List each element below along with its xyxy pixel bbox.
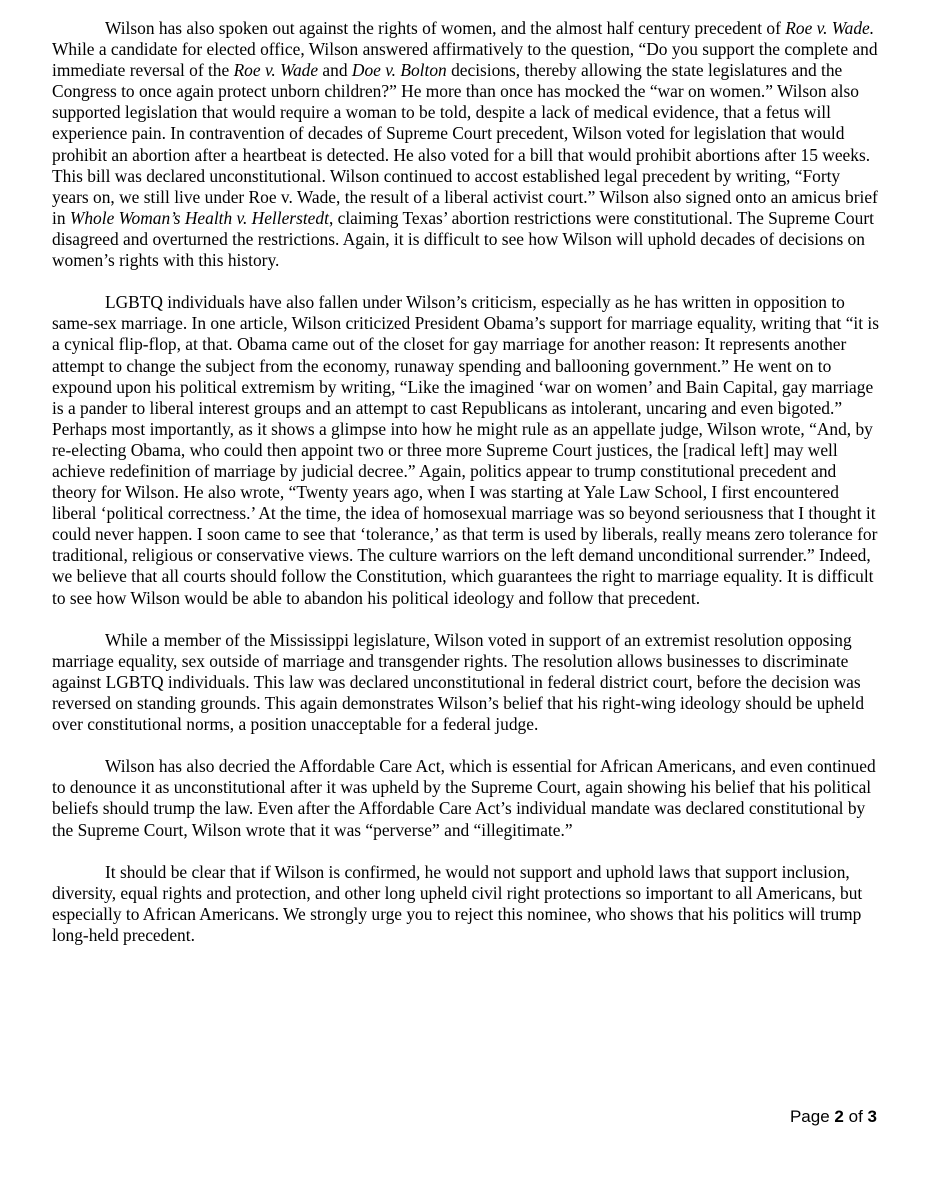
paragraph-text: While a member of the Mississippi legislature, Wilson voted in support of an extremist resolution opposing marriage equality, sex outside of marriage and transgender rights. The resolution allows businesses to discriminate against LGBTQ individuals. This law was declared unconstitutional in federal district court, before the decision was reversed on standing grounds. This again demonstrates Wilson’s belief that his right-wing ideology should be upheld over constitutional norms, a position unacceptable for a federal judge. bbox=[52, 629, 865, 735]
total-pages-number: 3 bbox=[867, 1107, 877, 1126]
paragraph-text: and bbox=[318, 60, 352, 81]
letter-body bbox=[52, 18, 881, 946]
paragraph bbox=[52, 630, 881, 735]
paragraph bbox=[52, 862, 881, 946]
page-number-footer bbox=[790, 1107, 877, 1127]
paragraph-text: , claiming Texas’ abortion restrictions were constitutional. The Supreme Court disagreed and overturned the restrictions. Again, it is difficult to see how Wilson will uphold decades of decisions on women’s rights with this history. bbox=[52, 207, 874, 271]
current-page-number: 2 bbox=[834, 1107, 844, 1126]
case-name-italic: Roe v. Wade. bbox=[785, 18, 875, 38]
paragraph-text: Wilson has also spoken out against the rights of women, and the almost half century precedent of bbox=[105, 18, 786, 38]
paragraph-text: LGBTQ individuals have also fallen under Wilson’s criticism, especially as he has written in opposition to same-sex marriage. In one article, Wilson criticized President Obama’s support for marriage equality, writing that “it is a cynical flip-flop, at that. Obama came out of the closet for gay marriage for another reason: It represents another attempt to change the subject from the economy, runaway spending and ballooning government.” He went on to expound upon his political extremism by writing, “Like the imagined ‘war on women’ and Bain Capital, gay marriage is a pander to liberal interest groups and an attempt to cast Republicans as intolerant, uncaring and even bigoted.” Perhaps most importantly, as it shows a glimpse into how he might rule as an appellate judge, Wilson wrote, “And, by re-electing Obama, who could then appoint two or three more Supreme Court justices, the [radical left] may well achieve redefinition of marriage by judicial decree.” Again, politics appear to trump constitutional precedent and theory for Wilson. He also wrote, “Twenty years ago, when I was starting at Yale Law School, I first encountered liberal ‘political correctness.’ At the time, the idea of homosexual marriage was so beyond seriousness that I thought it could never happen. I soon came to see that ‘tolerance,’ as that term is used by liberals, really means zero tolerance for traditional, religious or conservative views. The culture warriors on the left demand unconditional surrender.” Indeed, we believe that all courts should follow the Constitution, which guarantees the right to marriage equality. It is difficult to see how Wilson would be able to abandon his political ideology and follow that precedent. bbox=[52, 292, 880, 608]
paragraph-text: Wilson has also decried the Affordable Care Act, which is essential for African Americans, and even continued to denounce it as unconstitutional after it was upheld by the Supreme Court, again showing his belief that his political beliefs should trump the law. Even after the Affordable Care Act’s individual mandate was declared constitutional by the Supreme Court, Wilson wrote that it was “perverse” and “illegitimate.” bbox=[52, 756, 876, 840]
paragraph-text: While a candidate for elected office, Wilson answered affirmatively to the question, “Do you support the complete and immediate reversal of the bbox=[52, 39, 878, 81]
page-label: Page bbox=[789, 1107, 830, 1126]
paragraph bbox=[52, 756, 881, 840]
case-name-italic: Whole Woman’s Health v. Hellerstedt bbox=[69, 207, 329, 228]
paragraph bbox=[52, 292, 881, 608]
paragraph-text: It should be clear that if Wilson is confirmed, he would not support and uphold laws that support inclusion, diversity, equal rights and protection, and other long upheld civil right protections so important to all Americans, but especially to African Americans. We strongly urge you to reject this nominee, who shows that his politics will trump long-held precedent. bbox=[52, 861, 863, 946]
of-label: of bbox=[848, 1107, 863, 1126]
paragraph-text: decisions, thereby allowing the state legislatures and the Congress to once again protect unborn children?” He more than once has mocked the “war on women.” Wilson also supported legislation that would require a woman to be told, despite a lack of medical evidence, that a fetus will experience pain. In contravention of decades of Supreme Court precedent, Wilson voted for legislation that would prohibit an abortion after a heartbeat is detected. He also voted for a bill that would prohibit abortions after 15 weeks. This bill was declared unconstitutional. Wilson continued to accost established legal precedent by writing, “Forty years on, we still live under Roe v. Wade, the result of a liberal activist court.” Wilson also signed onto an amicus brief in bbox=[52, 60, 878, 228]
case-name-italic: Roe v. Wade bbox=[233, 60, 319, 81]
case-name-italic: Doe v. Bolton bbox=[351, 60, 447, 81]
paragraph bbox=[52, 18, 881, 271]
